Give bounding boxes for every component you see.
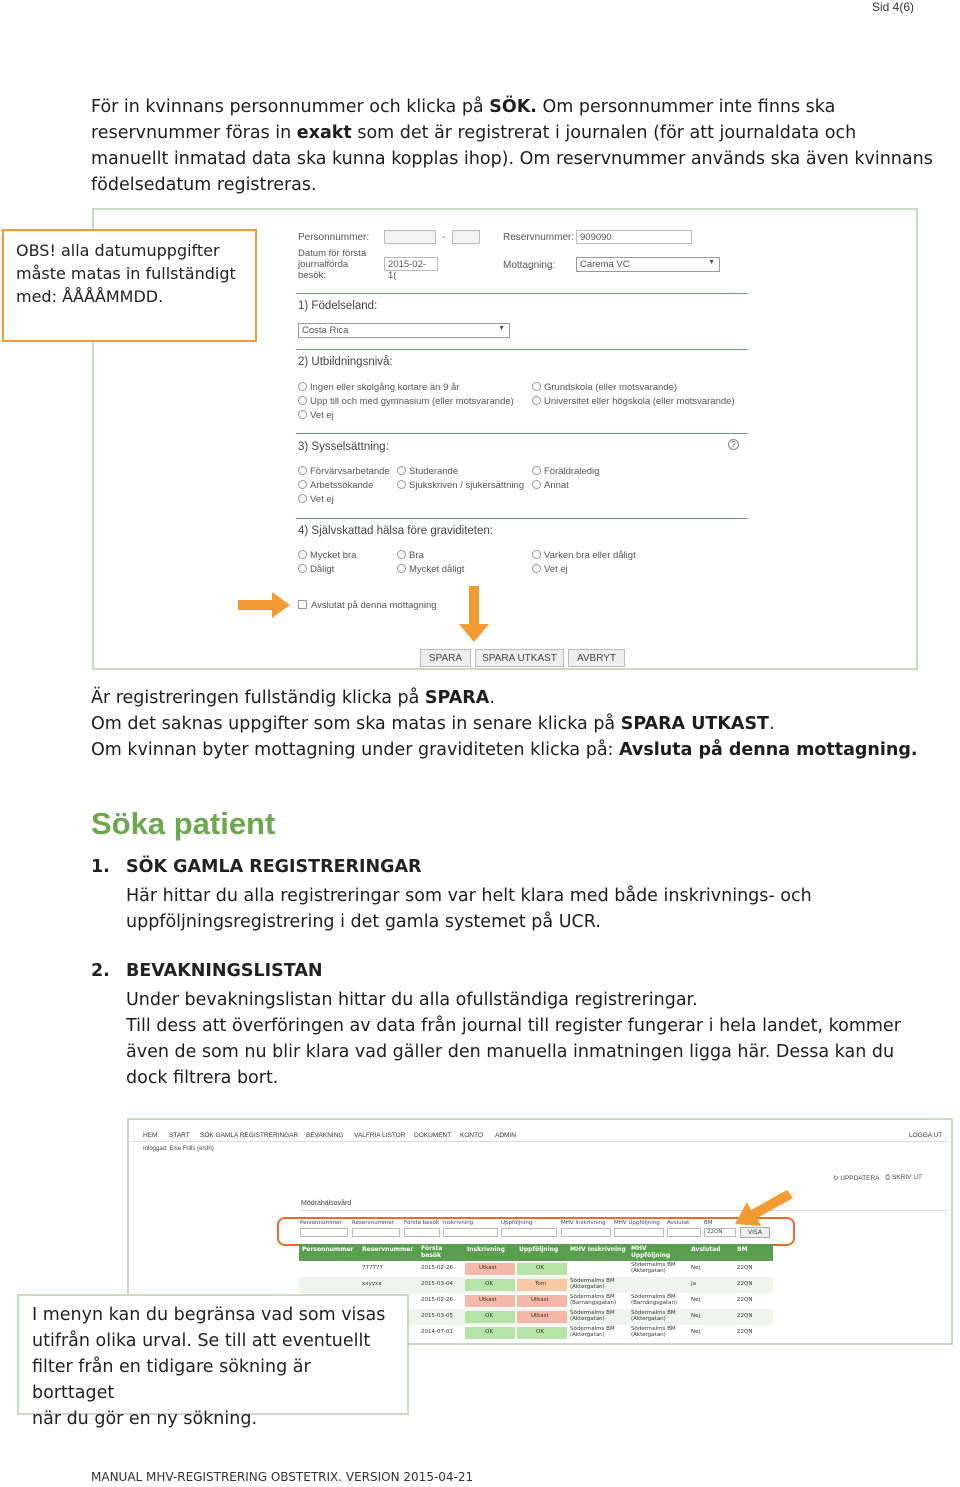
item-2-line-2: Till dess att överföringen av data från journal till register fungerar i hela landet, kommer [126, 1016, 901, 1036]
filter-label-bm: BM [704, 1220, 713, 1226]
menu-line-3: filter från en tidigare sökning är borttaget [32, 1357, 311, 1403]
cell-upp: OK [536, 1265, 544, 1271]
fodelseland-select[interactable]: Costa Rica ▼ [298, 323, 510, 338]
arrow-right-icon [238, 592, 290, 618]
filter-label-mi: MHV Inskrivning [561, 1220, 606, 1226]
col-res[interactable]: Reservnummer [362, 1246, 414, 1253]
cell-mu: Södermalms BM (Barnängsgatan) [631, 1294, 678, 1306]
table-row[interactable] [299, 1261, 773, 1277]
intro-line-4: födelsedatum registreras. [91, 175, 317, 195]
table-row[interactable] [299, 1277, 773, 1293]
cell-ins: OK [485, 1329, 493, 1335]
cell-mi: Södermalms BM (Aktergatan) [570, 1310, 615, 1322]
item-1-title: SÖK GAMLA REGISTRERINGAR [126, 857, 422, 877]
cell-bm: 22QN [737, 1313, 753, 1319]
filter-label-res: Reservnummer [352, 1220, 395, 1226]
radio-syss-0[interactable]: Förvärvsarbetande [298, 466, 390, 477]
nav-item-hem[interactable]: HEM [143, 1132, 158, 1139]
chevron-down-icon: ▼ [708, 259, 715, 266]
radio-halsa-2[interactable]: Bra [397, 550, 424, 561]
radio-syss-3[interactable]: Studerande [397, 466, 458, 477]
cell-upp: OK [536, 1329, 544, 1335]
cell-date: 2015-03-04 [421, 1281, 453, 1287]
nav-item-dokument[interactable]: DOKUMENT [414, 1132, 452, 1139]
item-2-line-4: dock filtrera bort. [126, 1068, 279, 1088]
intro-line-2: reservnummer föras in exakt som det är registrerat i journalen (för att journaldata och [91, 123, 857, 143]
nav-item-start[interactable]: START [169, 1132, 190, 1139]
filter-highlight [277, 1217, 795, 1246]
filter-label-av: Avslutat [667, 1220, 690, 1226]
update-button[interactable]: ↻ UPPDATERA [833, 1175, 880, 1182]
chevron-down-icon: ▼ [498, 325, 505, 332]
cell-upp: Tom [535, 1281, 547, 1287]
logout-link[interactable]: LOGGA UT [909, 1132, 943, 1139]
item-1-number: 1. [91, 857, 110, 877]
personnummer-suffix-input[interactable] [452, 230, 480, 244]
cell-bm: 22QN [737, 1281, 753, 1287]
cell-mu: Södermalms BM (Aktergatan) [631, 1310, 676, 1322]
cell-ins: Utkast [479, 1297, 497, 1303]
cell-date: 2015-02-26 [421, 1265, 453, 1271]
cell-bm: 22QN [737, 1329, 753, 1335]
menu-line-1: I menyn kan du begränsa vad som visas [32, 1305, 386, 1325]
help-icon[interactable]: ? [728, 439, 739, 450]
datum-label-3: besök: [298, 270, 326, 281]
page-footer: MANUAL MHV-REGISTRERING OBSTETRIX. VERSION 2015-04-21 [91, 1470, 474, 1484]
radio-utb-2[interactable]: Vet ej [298, 410, 334, 421]
col-av[interactable]: Avslutad [691, 1246, 721, 1253]
nav-item-bevakning[interactable]: BEVAKNING [306, 1132, 344, 1139]
radio-syss-4[interactable]: Sjukskriven / sjukersättning [397, 480, 524, 491]
radio-syss-1[interactable]: Arbetssökande [298, 480, 373, 491]
col-ins[interactable]: Inskrivning [467, 1246, 505, 1253]
cell-av: Ja [691, 1281, 696, 1287]
col-mu[interactable]: MHV Uppföljning [631, 1245, 671, 1259]
cell-mi: Södermalms BM (Aktergatan) [570, 1278, 615, 1290]
nav-item-valfria-listor[interactable]: VALFRIA LISTOR [354, 1132, 406, 1139]
menu-line-2: utifrån olika urval. Se till att eventuellt [32, 1331, 371, 1351]
section-divider [296, 293, 748, 294]
col-pnr[interactable]: Personnummer [302, 1246, 354, 1253]
cell-res: 777777 [362, 1265, 383, 1271]
logged-in-text: Inloggad: Else Frills (elsfri) [143, 1146, 214, 1152]
section-heading: Söka patient [91, 806, 276, 841]
radio-halsa-0[interactable]: Mycket bra [298, 550, 356, 561]
reservnummer-input[interactable]: 909090 [576, 230, 692, 244]
visa-button[interactable]: VISA [740, 1227, 770, 1238]
reservnummer-label: Reservnummer: [503, 232, 575, 243]
print-button[interactable]: ⎙ SKRIV UT [885, 1174, 922, 1181]
cell-bm: 22QN [737, 1297, 753, 1303]
nav-item-konto[interactable]: KONTO [460, 1132, 483, 1139]
after-line-2: Om det saknas uppgifter som ska matas in senare klicka på SPARA UTKAST. [91, 714, 775, 734]
datum-input[interactable]: 2015-02-1( [384, 257, 438, 271]
print-icon: ⎙ [885, 1174, 893, 1181]
cell-ins: Utkast [479, 1265, 497, 1271]
cell-mu: Södermalms BM (Aktergatan) [631, 1262, 676, 1274]
mottagning-select[interactable]: Carema VC ▼ [576, 257, 720, 272]
radio-syss-6[interactable]: Annat [532, 480, 569, 491]
radio-utb-0[interactable]: Ingen eller skolgång kortare än 9 år [298, 382, 459, 393]
obs-callout [2, 229, 257, 342]
radio-utb-3[interactable]: Grundskola (eller motsvarande) [532, 382, 677, 393]
cell-av: Nej [691, 1313, 701, 1319]
cell-res: xxyyxx [362, 1281, 382, 1287]
filter-label-upp: Uppföljning [501, 1220, 533, 1226]
intro-line-1: För in kvinnans personnummer och klicka på SÖK. Om personnummer inte finns ska [91, 97, 836, 117]
radio-halsa-4[interactable]: Varken bra eller dåligt [532, 550, 636, 561]
radio-halsa-5[interactable]: Vet ej [532, 564, 568, 575]
after-line-3: Om kvinnan byter mottagning under graviditeten klicka på: Avsluta på denna mottagning. [91, 740, 918, 760]
obs-line-1: OBS! alla datumuppgifter [16, 241, 220, 260]
table-header [299, 1244, 773, 1261]
group-label: Mödrahälsovård [301, 1200, 352, 1207]
col-date[interactable]: Första besök [421, 1245, 443, 1259]
cell-date: 2015-03-05 [421, 1313, 453, 1319]
col-upp[interactable]: Uppföljning [519, 1246, 559, 1253]
group-divider [299, 1210, 949, 1211]
radio-utb-4[interactable]: Universitet eller högskola (eller motsvarande) [532, 396, 735, 407]
cell-ins: OK [485, 1281, 493, 1287]
item-2-number: 2. [91, 961, 110, 981]
item-2-line-1: Under bevakningslistan hittar du alla ofullständiga registreringar. [126, 990, 698, 1010]
item-2-line-3: även de som nu blir klara vad gäller den manuella inmatningen ligga här. Dessa kan du [126, 1042, 895, 1062]
radio-halsa-1[interactable]: Dåligt [298, 564, 334, 575]
top-nav [131, 1128, 949, 1142]
personnummer-dash: - [442, 232, 446, 243]
spara-button[interactable]: SPARA [420, 649, 471, 667]
radio-utb-1[interactable]: Upp till och med gymnasium (eller motsvarande) [298, 396, 514, 407]
cell-upp: Utkast [531, 1313, 549, 1319]
mottagning-label: Mottagning: [503, 260, 556, 271]
personnummer-input[interactable] [384, 230, 436, 244]
arrow-diagonal-icon [735, 1188, 793, 1226]
spara-utkast-button[interactable]: SPARA UTKAST [475, 649, 564, 667]
item-2-title: BEVAKNINGSLISTAN [126, 961, 323, 981]
q4-label: 4) Självskattad hälsa före graviditeten: [298, 525, 493, 537]
section-divider [296, 433, 748, 434]
datum-label-2: journalförda [298, 259, 349, 270]
filter-bm-input[interactable]: 22QN [704, 1228, 736, 1237]
obs-line-3: med: ÅÅÅÅMMDD. [16, 287, 164, 306]
filter-label-ins: Inskrivning [443, 1220, 474, 1226]
menu-line-4: när du gör en ny sökning. [32, 1409, 258, 1429]
cell-bm: 22QN [737, 1265, 753, 1271]
q1-label: 1) Födelseland: [298, 300, 378, 312]
radio-syss-5[interactable]: Föräldraledig [532, 466, 599, 477]
q3-label: 3) Sysselsättning: [298, 441, 389, 453]
datum-label-1: Datum för första [298, 248, 367, 259]
cell-ins: OK [485, 1313, 493, 1319]
cell-date: 2014-07-01 [421, 1329, 453, 1335]
after-line-1: Är registreringen fullständig klicka på SPARA. [91, 688, 495, 708]
col-bm[interactable]: BM [737, 1246, 748, 1253]
filter-label-mu: MHV Uppföljning [614, 1220, 660, 1226]
q2-label: 2) Utbildningsnivå: [298, 356, 393, 368]
nav-item-sok-gamla[interactable]: SÖK GAMLA REGISTRERINGAR [200, 1132, 299, 1139]
page-number: Sid 4(6) [871, 0, 914, 14]
radio-syss-2[interactable]: Vet ej [298, 494, 334, 505]
nav-item-admin[interactable]: ADMIN [495, 1132, 516, 1139]
avbryt-button[interactable]: AVBRYT [568, 649, 625, 667]
radio-halsa-3[interactable]: Mycket dåligt [397, 564, 464, 575]
personnummer-label: Personnummer: [298, 232, 370, 243]
arrow-down-icon [459, 586, 489, 642]
registration-form [286, 230, 748, 668]
menu-callout [17, 1294, 409, 1429]
col-mi[interactable]: MHV Inskrivning [570, 1246, 626, 1253]
obs-line-2: måste matas in fullständigt [16, 264, 236, 283]
section-divider [296, 349, 748, 350]
section-divider [296, 518, 748, 519]
avslutat-checkbox[interactable]: Avslutat på denna mottagning [298, 600, 437, 611]
cell-date: 2015-02-26 [421, 1297, 453, 1303]
item-1-line-1: Här hittar du alla registreringar som var helt klara med både inskrivnings- och [126, 886, 812, 906]
cell-mu: Södermalms BM (Aktergatan) [631, 1326, 676, 1338]
refresh-icon: ↻ [833, 1175, 841, 1182]
cell-mi: Södermalms BM (Barnängsgatan) [570, 1294, 617, 1306]
cell-av: Nej [691, 1329, 701, 1335]
cell-upp: Utkast [531, 1297, 549, 1303]
cell-mi: Södermalms BM (Aktergatan) [570, 1326, 615, 1338]
item-1-line-2: uppföljningsregistrering i det gamla systemet på UCR. [126, 912, 601, 932]
filter-label-pnr: Personnummer [300, 1220, 342, 1226]
filter-label-date: Första besök [404, 1220, 440, 1226]
cell-av: Nej [691, 1297, 701, 1303]
intro-line-3: manuellt inmatad data ska kunna kopplas ihop). Om reservnummer används ska även kvinnans [91, 149, 933, 169]
cell-av: Nej [691, 1265, 701, 1271]
